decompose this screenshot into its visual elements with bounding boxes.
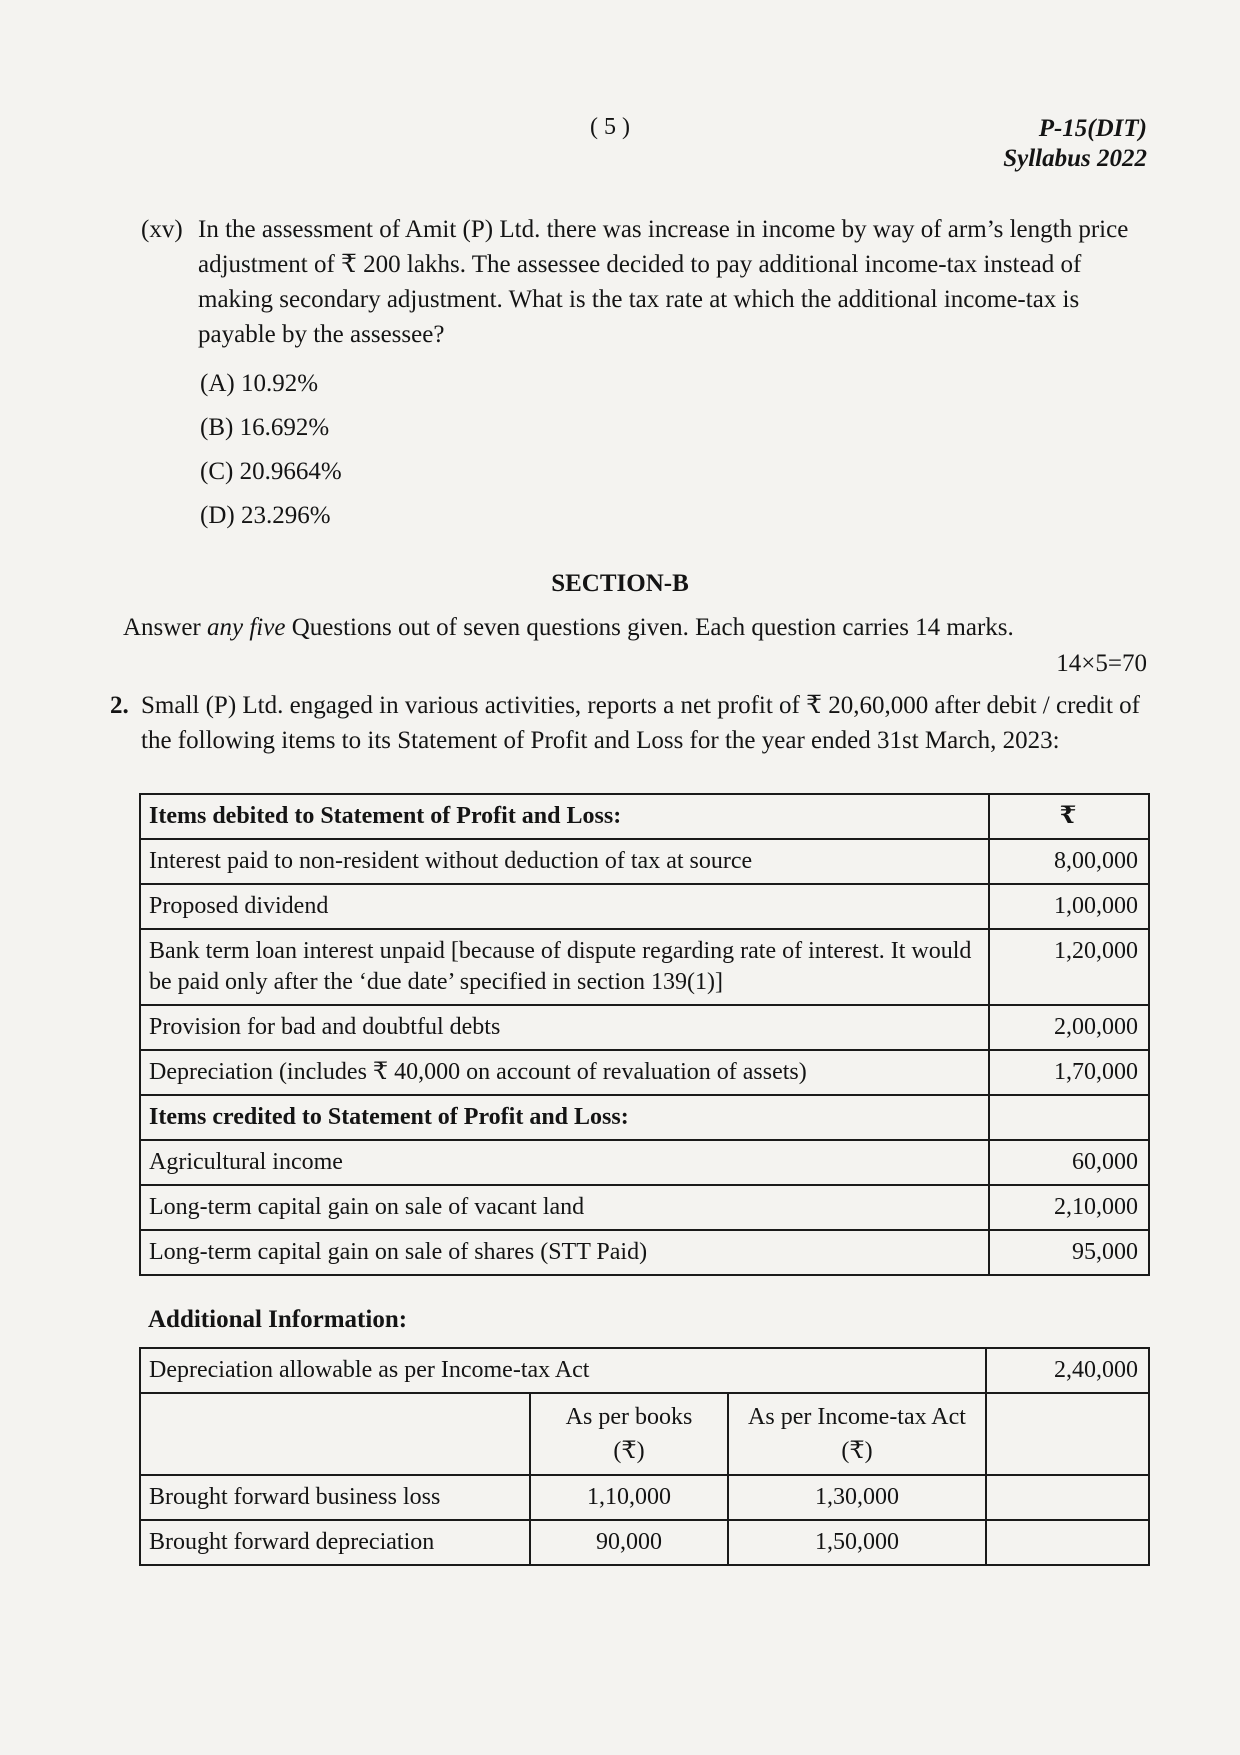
currency-header: ₹ <box>989 794 1149 839</box>
table-row <box>140 884 1149 929</box>
question-text: In the assessment of Amit (P) Ltd. there was increase in income by way of arm’s length price adjustment of ₹ 200 lakhs. The assessee decided to pay additional income-tax instead of making secondary adjustment. What is the tax rate at which the additional income-tax is payable by the assessee? <box>198 216 1129 348</box>
col-act-label: As per Income-tax Act <box>748 1404 966 1430</box>
table-row <box>140 1185 1149 1230</box>
section-instruction <box>123 614 1014 642</box>
question-xv <box>141 212 1149 352</box>
page-number: ( 5 ) <box>590 114 630 140</box>
empty-cell <box>986 1393 1149 1475</box>
paper-header <box>1003 114 1147 174</box>
col-books-label: As per books <box>565 1404 693 1430</box>
row-act: 1,50,000 <box>728 1520 986 1565</box>
row-item: Provision for bad and doubtful debts <box>140 1005 989 1050</box>
syllabus-label: Syllabus 2022 <box>1003 145 1147 172</box>
row-item: Bank term loan interest unpaid [because of dispute regarding rate of interest. It would be paid only after the ‘due date’ specified in section 139(1)] <box>140 929 989 1005</box>
table-row <box>140 839 1149 884</box>
table-row <box>140 1005 1149 1050</box>
option-a: (A) 10.92% <box>200 370 319 397</box>
row-act: 1,30,000 <box>728 1475 986 1520</box>
instruction-part: Answer <box>123 614 208 641</box>
row-amount: 2,00,000 <box>989 1005 1149 1050</box>
instruction-emphasis: any five <box>207 614 286 641</box>
row-item: Proposed dividend <box>140 884 989 929</box>
row-amount: 1,00,000 <box>989 884 1149 929</box>
row-item: Brought forward business loss <box>140 1475 530 1520</box>
row-amount: 8,00,000 <box>989 839 1149 884</box>
table-row <box>140 1475 1149 1520</box>
option-c: (C) 20.9664% <box>200 458 342 485</box>
col-books-unit: (₹) <box>613 1438 645 1464</box>
col-act-unit: (₹) <box>841 1438 873 1464</box>
col-act-header <box>728 1393 986 1475</box>
table-row <box>140 1348 1149 1393</box>
additional-info-table <box>139 1347 1150 1566</box>
row-item: Long-term capital gain on sale of shares (STT Paid) <box>140 1230 989 1275</box>
table-header-row <box>140 794 1149 839</box>
profit-loss-table <box>139 793 1150 1276</box>
section-marks: 14×5=70 <box>1056 650 1147 677</box>
empty-cell <box>989 1095 1149 1140</box>
row-books: 90,000 <box>530 1520 728 1565</box>
empty-cell <box>986 1475 1149 1520</box>
row-amount: 1,70,000 <box>989 1050 1149 1095</box>
option-b: (B) 16.692% <box>200 414 330 441</box>
table-row <box>140 1520 1149 1565</box>
table-row <box>140 929 1149 1005</box>
section-title: SECTION-B <box>551 570 689 597</box>
credit-header: Items credited to Statement of Profit and Loss: <box>140 1095 989 1140</box>
table-row <box>140 1140 1149 1185</box>
row-item: Interest paid to non-resident without deduction of tax at source <box>140 839 989 884</box>
row-item: Depreciation (includes ₹ 40,000 on account of revaluation of assets) <box>140 1050 989 1095</box>
row-amount: 2,10,000 <box>989 1185 1149 1230</box>
table-row <box>140 1230 1149 1275</box>
instruction-part: Questions out of seven questions given. Each question carries 14 marks. <box>285 614 1014 641</box>
answer-options <box>200 362 342 538</box>
row-item: Agricultural income <box>140 1140 989 1185</box>
row-amount: 1,20,000 <box>989 929 1149 1005</box>
depreciation-label: Depreciation allowable as per Income-tax Act <box>140 1348 986 1393</box>
row-books: 1,10,000 <box>530 1475 728 1520</box>
paper-code: P-15(DIT) <box>1038 115 1147 142</box>
table-header-row <box>140 1393 1149 1475</box>
option-d: (D) 23.296% <box>200 502 331 529</box>
additional-info-title: Additional Information: <box>148 1306 408 1333</box>
row-amount: 95,000 <box>989 1230 1149 1275</box>
table-row <box>140 1050 1149 1095</box>
row-item: Brought forward depreciation <box>140 1520 530 1565</box>
row-amount: 60,000 <box>989 1140 1149 1185</box>
col-books-header <box>530 1393 728 1475</box>
debit-header: Items debited to Statement of Profit and Loss: <box>140 794 989 839</box>
question-number: (xv) <box>141 216 183 243</box>
table-header-row <box>140 1095 1149 1140</box>
question-number: 2. <box>110 692 129 719</box>
empty-cell <box>986 1520 1149 1565</box>
empty-cell <box>140 1393 530 1475</box>
question-text: Small (P) Ltd. engaged in various activities, reports a net profit of ₹ 20,60,000 after debit / credit of the following items to its Statement of Profit and Loss for the year ended 31st March, 2023: <box>141 692 1140 754</box>
row-item: Long-term capital gain on sale of vacant land <box>140 1185 989 1230</box>
question-2 <box>110 688 1150 758</box>
depreciation-amount: 2,40,000 <box>986 1348 1149 1393</box>
